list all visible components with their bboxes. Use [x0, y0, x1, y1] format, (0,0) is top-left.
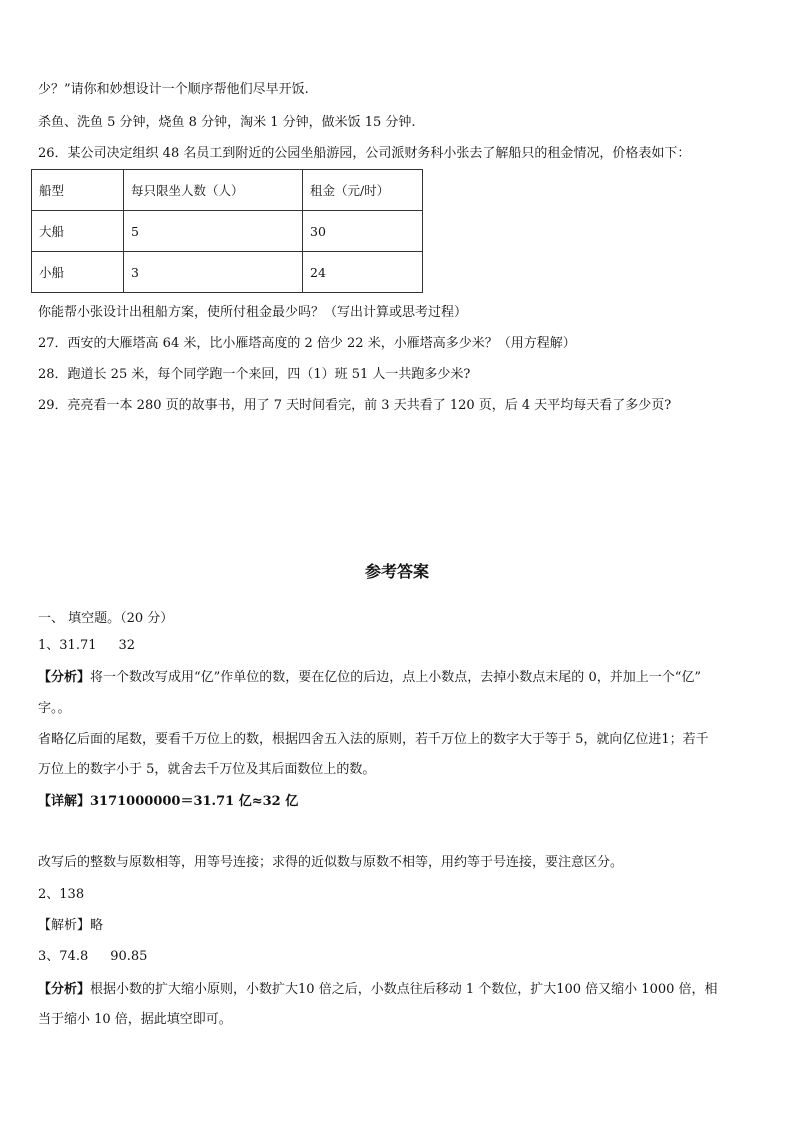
table-header-cell: 每只限坐人数（人）	[124, 170, 303, 211]
answer-1-note: 改写后的整数与原数相等，用等号连接；求得的近似数与原数不相等，用约等于号连接，要注意区分。	[38, 855, 624, 870]
answer-3	[38, 947, 147, 967]
problem-29-text: 29．亮亮看一本 280 页的故事书，用了 7 天时间看完，前 3 天共看了 120 页，后 4 天平均每天看了多少页?	[38, 398, 672, 413]
answer-3-analysis	[38, 980, 718, 1000]
answer-1-analysis-cont: 省略亿后面的尾数，要看千万位上的数，根据四舍五入法的原则，若千万位上的数字大于等于 5，就向亿位进1；若千	[38, 732, 709, 747]
table-row	[32, 252, 423, 293]
answer-2: 2、138	[38, 887, 85, 902]
problem-text-line: 杀鱼、洗鱼 5 分钟，烧鱼 8 分钟，淘米 1 分钟，做米饭 15 分钟.	[38, 115, 416, 130]
answer-3-analysis-cont: 当于缩小 10 倍，据此填空即可。	[38, 1012, 232, 1027]
problem-28-text: 28．跑道长 25 米，每个同学跑一个来回，四（1）班 51 人一共跑多少米?	[38, 367, 471, 382]
answer-1-analysis-cont: 万位上的数字小于 5，就舍去千万位及其后面数位上的数。	[38, 762, 376, 777]
boat-price-table	[31, 169, 423, 293]
answer-1-value-2: 32	[118, 638, 136, 653]
answers-title: 参考答案	[364, 562, 429, 581]
table-cell: 小船	[32, 252, 124, 293]
problem-27-text: 27．西安的大雁塔高 64 米，比小雁塔高度的 2 倍少 22 米，小雁塔高多少米？（用方程解）	[38, 336, 576, 351]
table-cell: 24	[303, 252, 423, 293]
table-header-cell: 租金（元/时）	[303, 170, 423, 211]
table-row	[32, 211, 423, 252]
answer-1-detail: 【详解】3171000000＝31.71 亿≈32 亿	[38, 794, 299, 809]
table-cell: 3	[124, 252, 303, 293]
answer-1-analysis	[38, 668, 701, 688]
answer-1	[38, 636, 135, 656]
table-cell: 30	[303, 211, 423, 252]
table-header-cell: 船型	[32, 170, 124, 211]
analysis-tag: 【分析】	[38, 670, 91, 685]
table-header-row	[32, 170, 423, 211]
table-cell: 大船	[32, 211, 124, 252]
problem-26-text: 26．某公司决定组织 48 名员工到附近的公园坐船游园，公司派财务科小张去了解船只的租金情况，价格表如下：	[38, 146, 691, 161]
analysis-text: 根据小数的扩大缩小原则，小数扩大10 倍之后，小数点往后移动 1 个数位，扩大100 倍又缩小 1000 倍，相	[90, 982, 718, 997]
answer-2-analysis: 【解析】略	[38, 918, 104, 933]
answer-1-value: 1、31.71	[38, 638, 97, 653]
answer-3-value: 3、74.8	[38, 949, 89, 964]
analysis-text: 将一个数改写成用“亿”作单位的数，要在亿位的后边，点上小数点，去掉小数点末尾的 0，并加上一个“亿”	[90, 670, 702, 685]
answer-1-analysis-cont: 字。。	[38, 701, 71, 716]
problem-26-question: 你能帮小张设计出租船方案，使所付租金最少吗？（写出计算或思考过程）	[38, 305, 468, 320]
problem-text-line: 少？”请你和妙想设计一个顺序帮他们尽早开饭.	[38, 82, 309, 97]
answers-section-heading: 一、 填空题。（20 分）	[38, 611, 174, 626]
table-cell: 5	[124, 211, 303, 252]
analysis-tag: 【分析】	[38, 982, 91, 997]
answer-3-value-2: 90.85	[110, 949, 148, 964]
